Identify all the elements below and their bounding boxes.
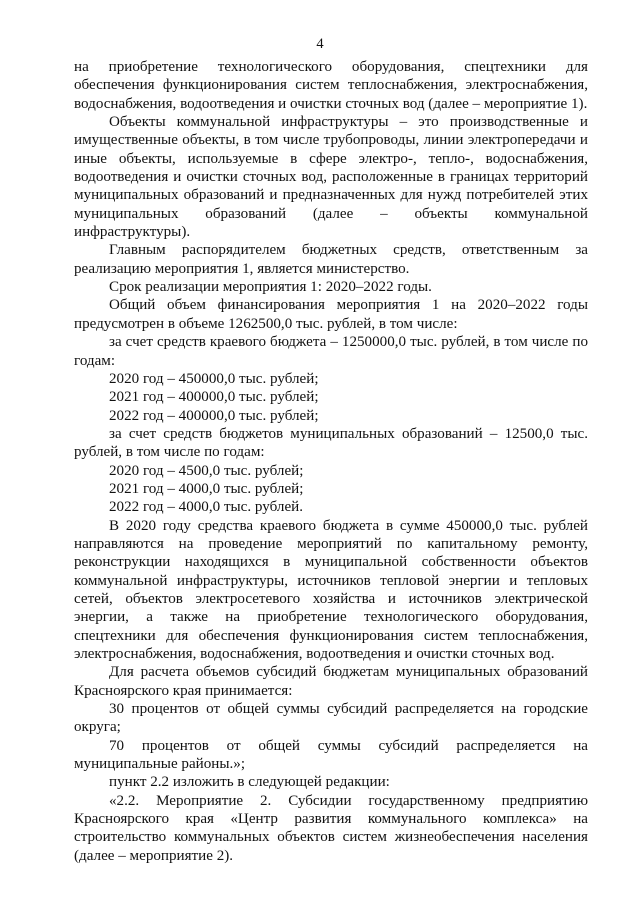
paragraph-total-funding: Общий объем финансирования мероприятия 1 на 2020–2022 годы предусмотрен в объеме 1262500,0 тыс. рублей, в том числе: [74,297,588,332]
paragraph-infrastructure-definition: Объекты коммунальной инфраструктуры – это производственные и имущественные объекты, в том числе трубопроводы, линии электропередачи и иные объекты, используемые в сфере электро-, тепло-, водоснабжения, водоотведения и очистки сточных вод, расположенные в границах территорий муниципальных образований и предназначенных для нужд потребителей этих муниципальных образований (далее – объекты коммунальной инфраструктуры). [74,114,588,241]
paragraph-municipal-budget: за счет средств бюджетов муниципальных образований – 12500,0 тыс. рублей, в том числе по годам: [74,425,588,461]
paragraph-main-administrator: Главным распорядителем бюджетных средств, ответственным за реализацию мероприятия 1, является министерство. [74,242,588,277]
paragraph-urban-districts-share: 30 процентов от общей суммы субсидий распределяется на городские округа; [74,701,588,736]
paragraph-continuation: на приобретение технологического оборудования, спецтехники для обеспечения функционирования систем теплоснабжения, электроснабжения, водоснабжения, водоотведения и очистки сточных вод (далее – мероприятие 1). [74,59,588,112]
list-item-municipal-2021: 2021 год – 4000,0 тыс. рублей; [109,480,304,497]
paragraph-subsidy-calculation: Для расчета объемов субсидий бюджетам муниципальных образований Красноярского края принимается: [74,664,588,699]
list-item-regional-2022: 2022 год – 400000,0 тыс. рублей; [109,407,319,424]
list-item-municipal-2022: 2022 год – 4000,0 тыс. рублей. [109,499,304,516]
list-item-regional-2021: 2021 год – 400000,0 тыс. рублей; [109,389,319,406]
paragraph-municipal-districts-share: 70 процентов от общей суммы субсидий распределяется на муниципальные районы.»; [74,737,588,773]
page-number: 4 [316,36,324,52]
list-item-municipal-2020: 2020 год – 4500,0 тыс. рублей; [109,462,304,479]
paragraph-implementation-period: Срок реализации мероприятия 1: 2020–2022 годы. [109,279,432,296]
paragraph-clause-2-2-intro: пункт 2.2 изложить в следующей редакции: [109,774,390,791]
paragraph-clause-2-2: «2.2. Мероприятие 2. Субсидии государственному предприятию Красноярского края «Центр развития коммунального комплекса» на строительство коммунальных объектов систем жизнеобеспечения населения (далее – мероприятие 2). [74,792,588,864]
paragraph-regional-budget: за счет средств краевого бюджета – 1250000,0 тыс. рублей, в том числе по годам: [74,334,588,369]
paragraph-2020-funds-direction: В 2020 году средства краевого бюджета в сумме 450000,0 тыс. рублей направляются на проведение мероприятий по капитальному ремонту, реконструкции находящихся в муниципальной собственности объектов коммунальной инфраструктуры, источников тепловой энергии и тепловых сетей, объектов электросетевого хозяйства и источников электрической энергии, а также на приобретение технологического оборудования, спецтехники для обеспечения функционирования систем теплоснабжения, электроснабжения, водоснабжения, водоотведения и очистки сточных вод. [74,517,588,662]
document-body [74,58,588,865]
list-item-regional-2020: 2020 год – 450000,0 тыс. рублей; [109,370,319,387]
